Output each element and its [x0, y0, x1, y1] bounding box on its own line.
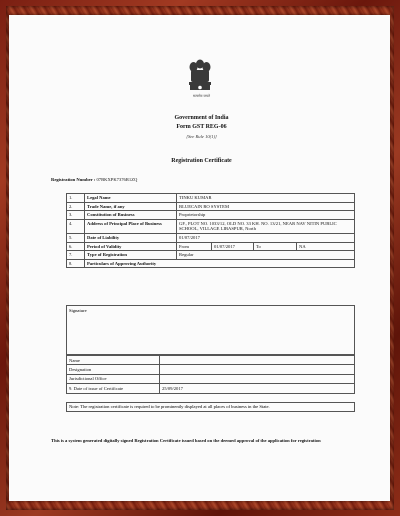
row-value: GF., PLOT NO. 1033/12, OLD NO. 33 KH. NO. 13/21, NEAR NAV NITIN PUBLIC SCHOOL, VILLAGE LIBASPUR, North	[177, 219, 355, 233]
table-row	[67, 202, 355, 211]
authority-name-label: Name	[67, 356, 160, 365]
signature-label: Signature	[69, 308, 87, 313]
row-label: Constitution of Business	[85, 211, 177, 220]
row-number: 7.	[67, 251, 85, 260]
signature-box	[66, 305, 355, 355]
row-number: 6.	[67, 242, 85, 251]
table-row	[67, 194, 355, 203]
row-number: 8.	[67, 259, 85, 268]
row-number: 2.	[67, 202, 85, 211]
table-row	[67, 384, 355, 393]
validity-from-date: 01/07/2017	[212, 242, 254, 251]
row-label: Date of Liability	[85, 233, 177, 242]
row-number: 1.	[67, 194, 85, 203]
row-label: Trade Name, if any	[85, 202, 177, 211]
registration-number	[51, 177, 137, 182]
display-note: Note: The registration certificate is required to be prominently displayed at all places of business in the State.	[66, 402, 355, 412]
row-label: Address of Principal Place of Business	[85, 219, 177, 233]
issue-date-value: 25/09/2017	[160, 384, 355, 393]
table-row	[67, 374, 355, 383]
row-number: 4.	[67, 219, 85, 233]
row-label: Particulars of Approving Authority	[85, 259, 355, 268]
row-number: 3.	[67, 211, 85, 220]
row-value: TINKU KUMAR	[177, 194, 355, 203]
row-label: Period of Validity	[85, 242, 177, 251]
details-table	[66, 193, 355, 268]
table-row	[67, 365, 355, 374]
rule-reference: [See Rule 10(1)]	[186, 134, 217, 139]
validity-from-label: From	[177, 242, 212, 251]
row-value: Regular	[177, 251, 355, 260]
form-title: Form GST REG-06	[176, 124, 227, 130]
validity-to-label: To	[254, 242, 297, 251]
certificate-paper	[9, 15, 390, 501]
table-row	[67, 233, 355, 242]
row-value: 01/07/2017	[177, 233, 355, 242]
system-generated-footer: This is a system generated digitally signed Registration Certificate issued based on the deemed approval of the application for registration	[51, 438, 321, 443]
authority-designation-value	[160, 365, 355, 374]
jurisdictional-office-label: Jurisdictional Office	[67, 374, 160, 383]
table-row	[67, 219, 355, 233]
jurisdictional-office-value	[160, 374, 355, 383]
table-row	[67, 211, 355, 220]
row-label: Legal Name	[85, 194, 177, 203]
table-row	[67, 259, 355, 268]
registration-number-label: Registration Number :	[51, 177, 96, 182]
row-value: BLUECAIN RO SYSTEM	[177, 202, 355, 211]
authority-name-value	[160, 356, 355, 365]
table-row	[67, 356, 355, 365]
row-value: Proprietorship	[177, 211, 355, 220]
authority-designation-label: Designation	[67, 365, 160, 374]
national-emblem-icon	[187, 58, 213, 94]
registration-number-value: 07BKXPK7376R1ZQ	[96, 177, 138, 182]
issue-date-label: 9. Date of issue of Certificate	[67, 384, 160, 393]
certificate-title: Registration Certificate	[171, 158, 232, 164]
table-row	[67, 242, 355, 251]
row-number: 5.	[67, 233, 85, 242]
authority-table	[66, 355, 355, 394]
government-heading: Government of India	[174, 115, 229, 121]
table-row	[67, 251, 355, 260]
certificate-content	[31, 53, 372, 493]
validity-to-date: NA	[297, 242, 355, 251]
emblem-motto: सत्यमेव जयते	[193, 94, 210, 98]
row-label: Type of Registration	[85, 251, 177, 260]
